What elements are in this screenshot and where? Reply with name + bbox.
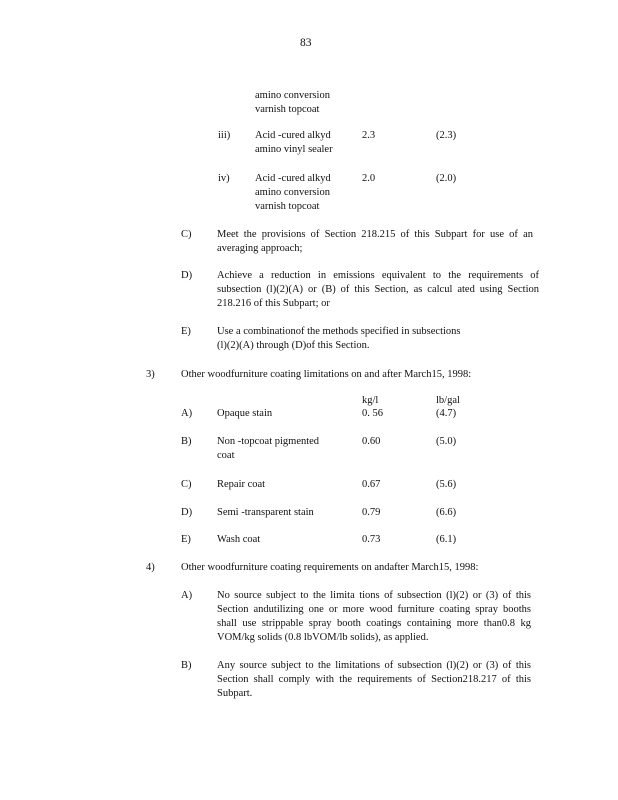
section-d-marker: D) — [181, 270, 193, 281]
item-iii-kg: 2.3 — [362, 130, 376, 141]
table-row-d-kg: 0.79 — [362, 507, 381, 518]
table-row-e-lb: (6.1) — [436, 534, 457, 545]
table-row-b-kg: 0.60 — [362, 436, 381, 447]
item-iv-label-3: varnish topcoat — [255, 201, 320, 212]
table-row-b-marker: B) — [181, 436, 192, 447]
item-iii-label-2: amino vinyl sealer — [255, 144, 333, 155]
item-4a-marker: A) — [181, 590, 193, 601]
item-4-marker: 4) — [146, 562, 155, 573]
item-4b-marker: B) — [181, 660, 192, 671]
item-iii-marker: iii) — [218, 130, 231, 141]
section-c-marker: C) — [181, 229, 192, 240]
item-iv-label-1: Acid -cured alkyd — [255, 173, 331, 184]
table-row-a-kg: 0. 56 — [362, 408, 383, 419]
item-4b-text: Any source subject to the limitations of subsection (l)(2) or (3) of this Section shall comply with the requirements of Section218.217 of this Subpart. — [217, 660, 531, 699]
table-row-b-label-1: Non -topcoat pigmented — [217, 436, 320, 447]
table-row-b-label-2: coat — [217, 450, 235, 461]
table-row-d-lb: (6.6) — [436, 507, 457, 518]
item-iv-lb: (2.0) — [436, 173, 457, 184]
table-row-d-label: Semi -transparent stain — [217, 507, 314, 518]
section-e-line-1: Use a combinationof the methods specified in subsections — [217, 326, 461, 337]
fragment-line-1: amino conversion — [255, 90, 330, 101]
section-d-text: Achieve a reduction in emissions equivalent to the requirements of subsection (l)(2)(A) or (B) of this Section, as calcul ated using Section 218.216 of this Subpart; or — [217, 270, 539, 309]
page-number: 83 — [300, 37, 312, 49]
table-row-d-marker: D) — [181, 507, 193, 518]
item-3-marker: 3) — [146, 369, 155, 380]
item-iii-lb: (2.3) — [436, 130, 457, 141]
section-e-marker: E) — [181, 326, 191, 337]
item-4-heading: Other woodfurniture coating requirements on andafter March15, 1998: — [181, 562, 479, 573]
table-row-e-label: Wash coat — [217, 534, 261, 545]
item-iii-label-1: Acid -cured alkyd — [255, 130, 331, 141]
table-row-a-marker: A) — [181, 408, 193, 419]
table-row-e-kg: 0.73 — [362, 534, 381, 545]
item-4a-text: No source subject to the limita tions of subsection (l)(2) or (3) of this Section andutilizing one or more wood furniture coating spray booths shall use strippable spray booth coatings containing more than0.8 kg VOM/kg solids (0.8 lbVOM/lb solids), as applied. — [217, 590, 531, 643]
item-3-heading: Other woodfurniture coating limitations on and after March15, 1998: — [181, 369, 472, 380]
fragment-line-2: varnish topcoat — [255, 104, 320, 115]
table-row-b-lb: (5.0) — [436, 436, 457, 447]
table-row-c-marker: C) — [181, 479, 192, 490]
table-row-a-label: Opaque stain — [217, 408, 273, 419]
item-iv-label-2: amino conversion — [255, 187, 330, 198]
section-c-text: Meet the provisions of Section 218.215 of this Subpart for use of an averaging approach; — [217, 229, 533, 254]
table-row-e-marker: E) — [181, 534, 191, 545]
table-row-c-lb: (5.6) — [436, 479, 457, 490]
item-iv-kg: 2.0 — [362, 173, 376, 184]
item-iv-marker: iv) — [218, 173, 230, 184]
table-row-c-label: Repair coat — [217, 479, 266, 490]
table-row-a-lb: (4.7) — [436, 408, 457, 419]
col-header-kg: kg/l — [362, 395, 379, 406]
section-e-line-2: (l)(2)(A) through (D)of this Section. — [217, 340, 370, 351]
col-header-lb: lb/gal — [436, 395, 460, 406]
table-row-c-kg: 0.67 — [362, 479, 381, 490]
